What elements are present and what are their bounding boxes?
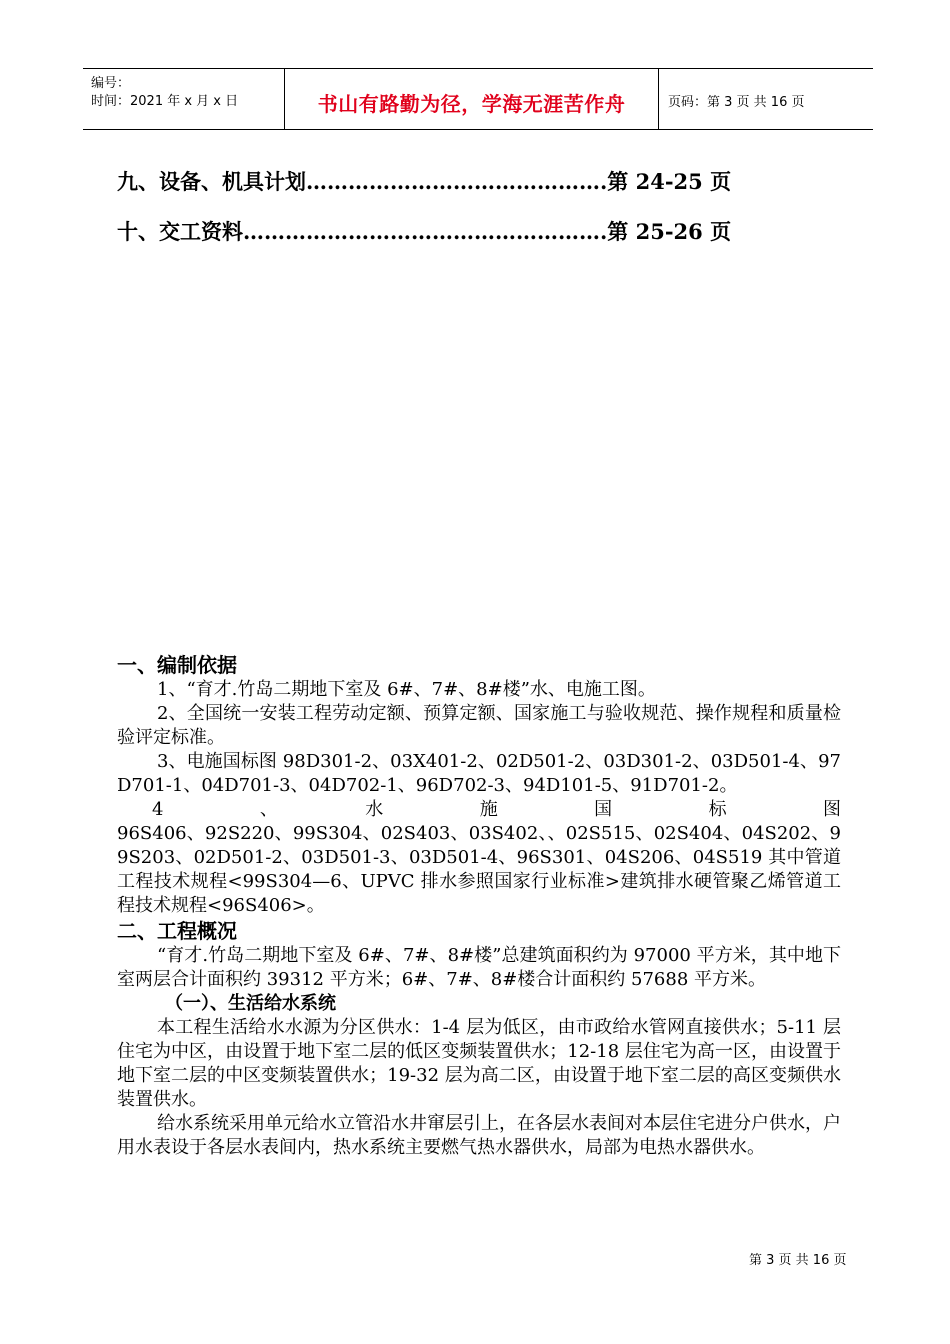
basis-item-3: 3、电施国标图 98D301-2、03X401-2、02D501-2、03D301-2、03D501-4、97D701-1、04D701-3、04D702-1、96D702-3、94D101-5、91D701-2。	[117, 751, 841, 796]
basis-item-1: 1、“育才.竹岛二期地下室及 6#、7#、8#楼”水、电施工图。	[157, 679, 656, 700]
basis-item-4-body: 96S406、92S220、99S304、02S403、03S402、、02S515、02S404、04S202、99S203、02D501-2、03D501-3、03D501-4、96S301、04S206、04S519 其中管道工程技术规程<99S304—6、UPVC 排水参照国家行业标准>建筑排水硬管聚乙烯管道工程技术规程<96S406>。	[117, 823, 841, 916]
basis-item-4-heading: 4 、 水 施 国 标 图	[152, 799, 841, 820]
page-header	[83, 68, 873, 130]
document-body	[117, 652, 841, 1160]
basis-item-2: 2、全国统一安装工程劳动定额、预算定额、国家施工与验收规范、操作规程和质量检验评定标准。	[117, 703, 841, 748]
overview-text: “育才.竹岛二期地下室及 6#、7#、8#楼”总建筑面积约为 97000 平方米，其中地下室两层合计面积约 39312 平方米；6#、7#、8#楼合计面积约 57688 平方米。	[117, 945, 841, 990]
page-footer: 第 3 页 共 16 页	[749, 1253, 847, 1268]
header-page-info: 页码：第 3 页 共 16 页	[668, 95, 805, 110]
document-number-label: 编号：	[91, 76, 131, 91]
water-supply-title: （一）、生活给水系统	[165, 993, 336, 1014]
header-page-cell	[658, 69, 873, 129]
document-date: 时间：2021 年 x 月 x 日	[91, 94, 239, 109]
toc-entry-9: 九、设备、机具计划…………………………………….第 24-25 页	[117, 169, 732, 194]
header-motto: 书山有路勤为径，学海无涯苦作舟	[317, 92, 626, 116]
header-motto-cell	[284, 69, 659, 129]
header-meta	[83, 69, 284, 129]
section-basis-title: 一、编制依据	[117, 653, 237, 677]
toc-entry-10: 十、交工资料…………………………………………….第 25-26 页	[117, 219, 732, 244]
water-supply-text-1: 本工程生活给水水源为分区供水：1-4 层为低区，由市政给水管网直接供水；5-11 层住宅为中区，由设置于地下室二层的低区变频装置供水；12-18 层住宅为高一区，由设置于地下室二层的中区变频装置供水；19-32 层为高二区，由设置于地下室二层的高区变频供水装置供水。	[117, 1017, 841, 1110]
section-overview-title: 二、工程概况	[117, 919, 237, 943]
water-supply-text-2: 给水系统采用单元给水立管沿水井窜层引上，在各层水表间对本层住宅进分户供水，户用水表设于各层水表间内，热水系统主要燃气热水器供水，局部为电热水器供水。	[117, 1113, 841, 1158]
